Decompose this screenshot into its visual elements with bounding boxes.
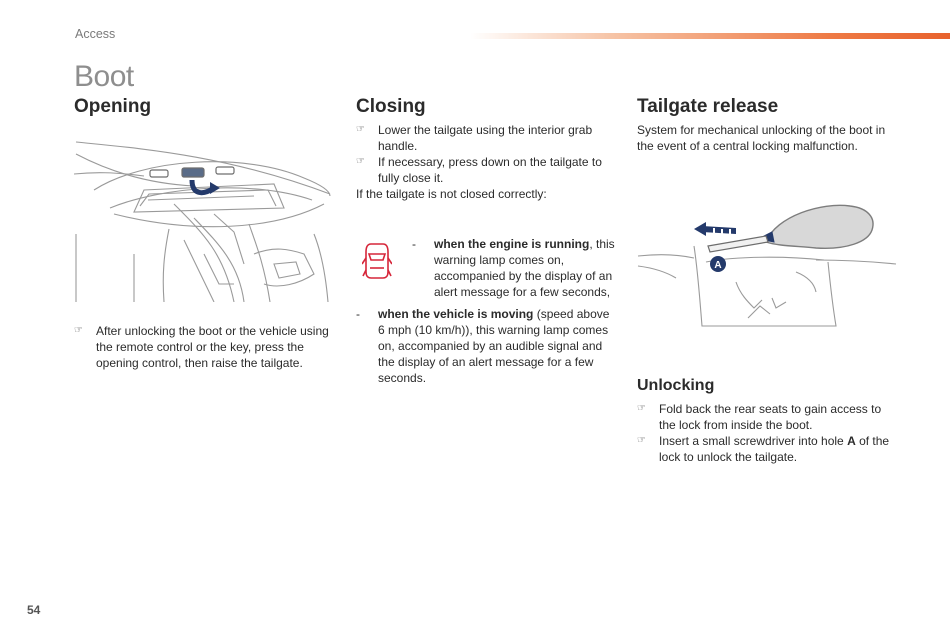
page-number: 54 (27, 603, 41, 617)
closing-intro: If the tailgate is not closed correctly: (356, 187, 547, 201)
unlocking-bullet-2: ☞ Insert a small screwdriver into hole A of the lock to unlock the tailgate. (637, 434, 890, 464)
open-door-warning-lamp-icon (362, 240, 392, 287)
hand-pointer-icon: ☞ (637, 435, 646, 446)
page-title: Boot (74, 60, 134, 93)
closing-bullet-1: ☞ Lower the tailgate using the interior grab handle. (356, 123, 593, 153)
screwdriver-lock-illustration (636, 202, 898, 335)
header-accent-bar (470, 33, 950, 39)
tailgate-opening-control-illustration (74, 134, 332, 307)
tailgate-release-description: System for mechanical unlocking of the boot in the event of a central locking malfunction. (637, 123, 886, 153)
closing-item-engine-running: - when the engine is running, this warning lamp comes on, accompanied by the display of an alert message for a few seconds, (412, 237, 615, 299)
opening-heading: Opening (74, 96, 152, 117)
section-label: Access (75, 27, 116, 41)
closing-item-vehicle-moving: - when the vehicle is moving (speed above 6 mph (10 km/h)), this warning lamp comes on, accompanied by an audible signal and the display of an alert message for a few seconds. (356, 307, 610, 385)
hand-pointer-icon: ☞ (356, 156, 365, 167)
marker-a-label: A (714, 260, 722, 271)
closing-bullet-2: ☞ If necessary, press down on the tailgate to fully close it. (356, 155, 602, 185)
unlocking-bullet-1: ☞ Fold back the rear seats to gain access to the lock from inside the boot. (637, 402, 882, 432)
hand-pointer-icon: ☞ (637, 403, 646, 414)
unlocking-heading: Unlocking (637, 377, 715, 394)
opening-bullet: ☞ After unlocking the boot or the vehicle using the remote control or the key, press the opening control, then raise the tailgate. (74, 324, 329, 370)
hand-pointer-icon: ☞ (356, 124, 365, 135)
closing-heading: Closing (356, 96, 426, 117)
hand-pointer-icon: ☞ (74, 325, 83, 336)
tailgate-release-heading: Tailgate release (637, 96, 779, 117)
